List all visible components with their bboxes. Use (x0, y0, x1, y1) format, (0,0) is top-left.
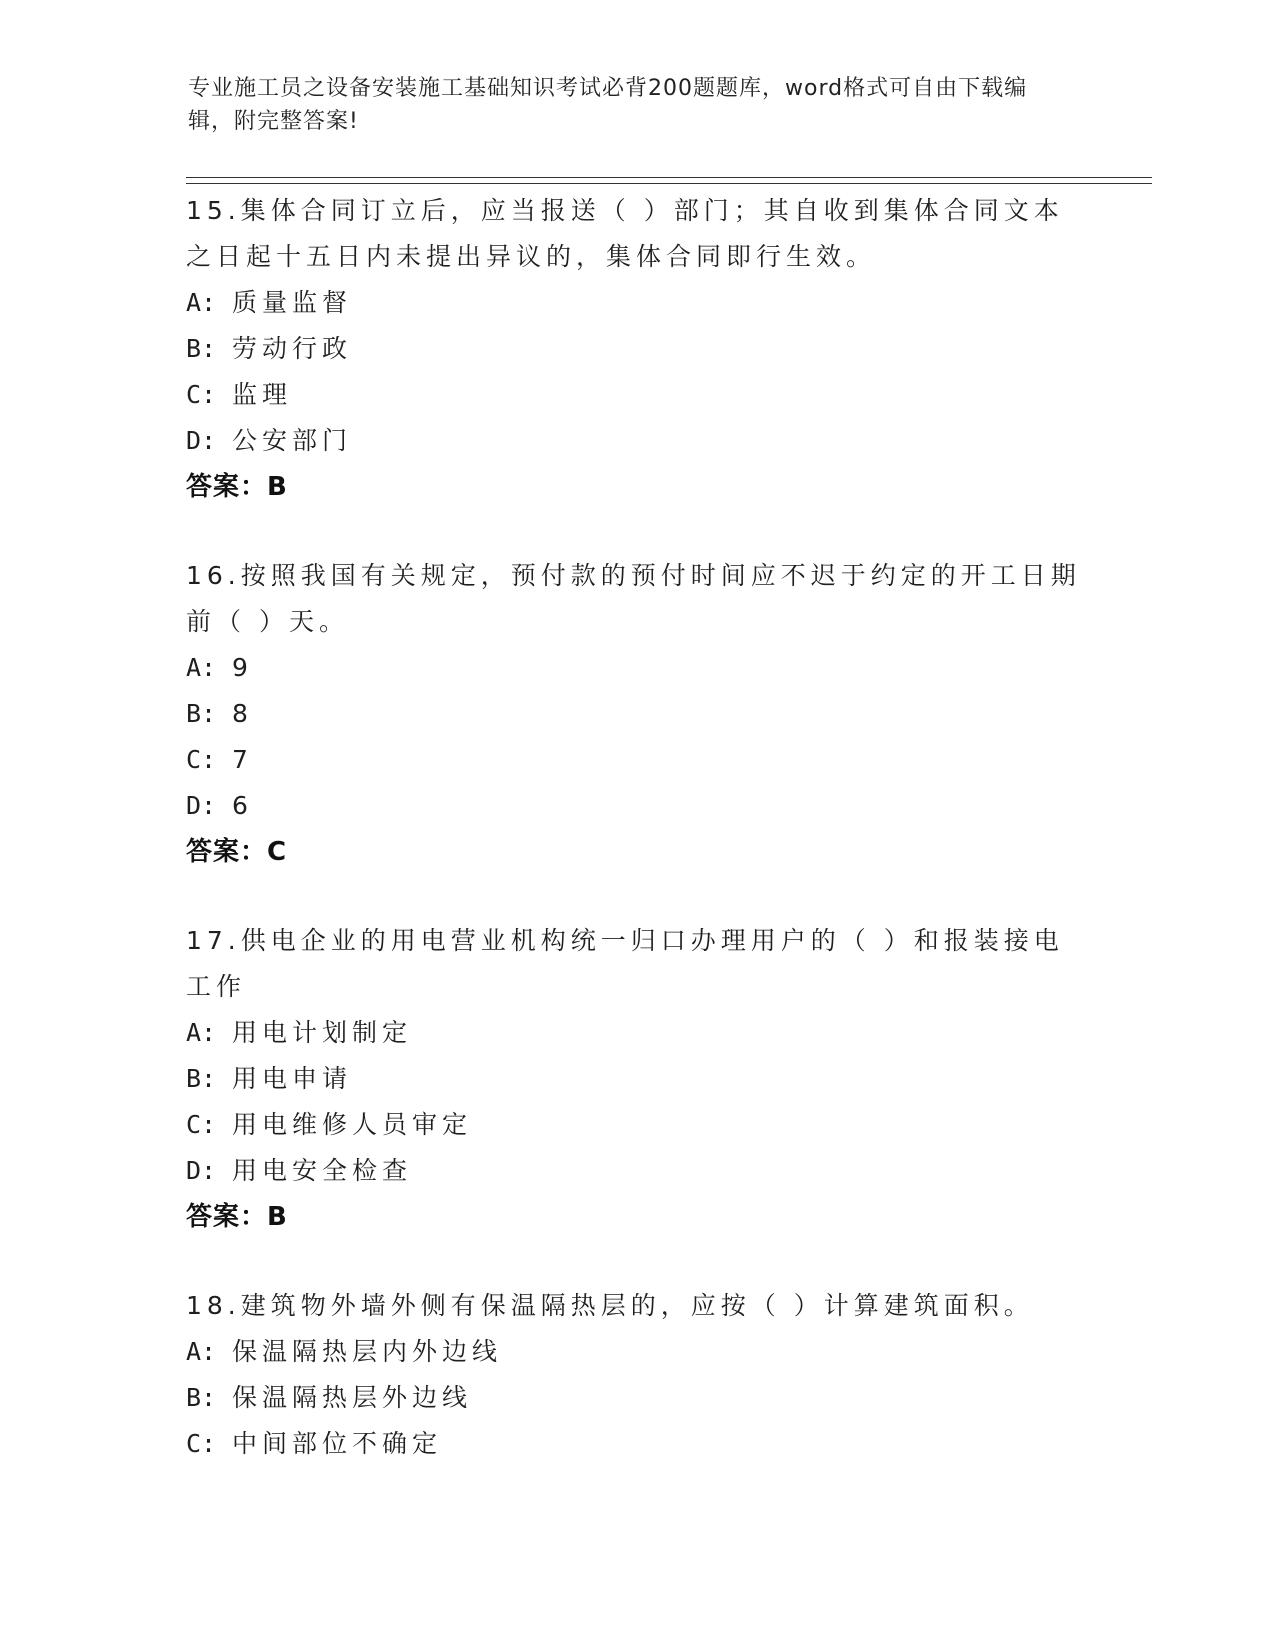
option-a (186, 1329, 1086, 1375)
option-c (186, 1102, 1086, 1148)
answer-label: 答案：B (186, 1202, 288, 1232)
question-text: 18.建筑物外墙外侧有保温隔热层的，应按（ ）计算建筑面积。 (186, 1291, 1034, 1320)
option-letter: A: (186, 653, 217, 682)
option-letter: B: (186, 1383, 217, 1412)
option-letter: D: (186, 1156, 217, 1185)
option-text: 用电安全检查 (232, 1156, 413, 1185)
option-text: 保温隔热层内外边线 (232, 1337, 503, 1366)
option-letter: B: (186, 1064, 217, 1093)
option-a (186, 645, 1086, 691)
option-a (186, 280, 1086, 326)
question-15 (186, 188, 1086, 510)
option-letter: A: (186, 1018, 217, 1047)
header-divider-top (186, 177, 1152, 178)
option-text: 7 (232, 745, 253, 774)
option-letter: B: (186, 699, 217, 728)
option-letter: B: (186, 334, 217, 363)
option-letter: C: (186, 745, 217, 774)
question-16 (186, 553, 1086, 875)
option-text: 9 (232, 653, 253, 682)
option-letter: C: (186, 1429, 217, 1458)
option-letter: C: (186, 1110, 217, 1139)
option-text: 用电申请 (232, 1064, 353, 1093)
option-text: 质量监督 (232, 288, 353, 317)
question-text: 16.按照我国有关规定，预付款的预付时间应不迟于约定的开工日期前（ ）天。 (186, 561, 1081, 636)
option-b (186, 691, 1086, 737)
option-letter: A: (186, 288, 217, 317)
header-divider-bottom (186, 183, 1152, 184)
answer-label: 答案：B (186, 472, 288, 502)
option-b (186, 1375, 1086, 1421)
option-text: 公安部门 (232, 426, 353, 455)
option-text: 6 (232, 791, 253, 820)
option-c (186, 372, 1086, 418)
option-d (186, 1148, 1086, 1194)
option-a (186, 1010, 1086, 1056)
option-text: 用电计划制定 (232, 1018, 413, 1047)
option-c (186, 1421, 1086, 1467)
question-18 (186, 1283, 1086, 1467)
option-text: 用电维修人员审定 (232, 1110, 473, 1139)
answer-label: 答案：C (186, 837, 288, 867)
option-letter: C: (186, 380, 217, 409)
question-17 (186, 918, 1086, 1240)
option-b (186, 326, 1086, 372)
option-text: 监理 (232, 380, 293, 409)
option-letter: D: (186, 426, 217, 455)
option-letter: A: (186, 1337, 217, 1366)
option-d (186, 418, 1086, 464)
question-text: 15.集体合同订立后，应当报送（ ）部门；其自收到集体合同文本之日起十五日内未提出异议的，集体合同即行生效。 (186, 196, 1064, 271)
document-header (188, 72, 1068, 138)
option-text: 劳动行政 (232, 334, 353, 363)
option-c (186, 737, 1086, 783)
option-text: 保温隔热层外边线 (232, 1383, 473, 1412)
option-text: 8 (232, 699, 253, 728)
option-d (186, 783, 1086, 829)
question-text: 17.供电企业的用电营业机构统一归口办理用户的（ ）和报装接电工作 (186, 926, 1064, 1001)
option-letter: D: (186, 791, 217, 820)
option-b (186, 1056, 1086, 1102)
option-text: 中间部位不确定 (232, 1429, 443, 1458)
header-title: 专业施工员之设备安装施工基础知识考试必背200题题库，word格式可自由下载编辑，附完整答案! (188, 76, 1028, 134)
